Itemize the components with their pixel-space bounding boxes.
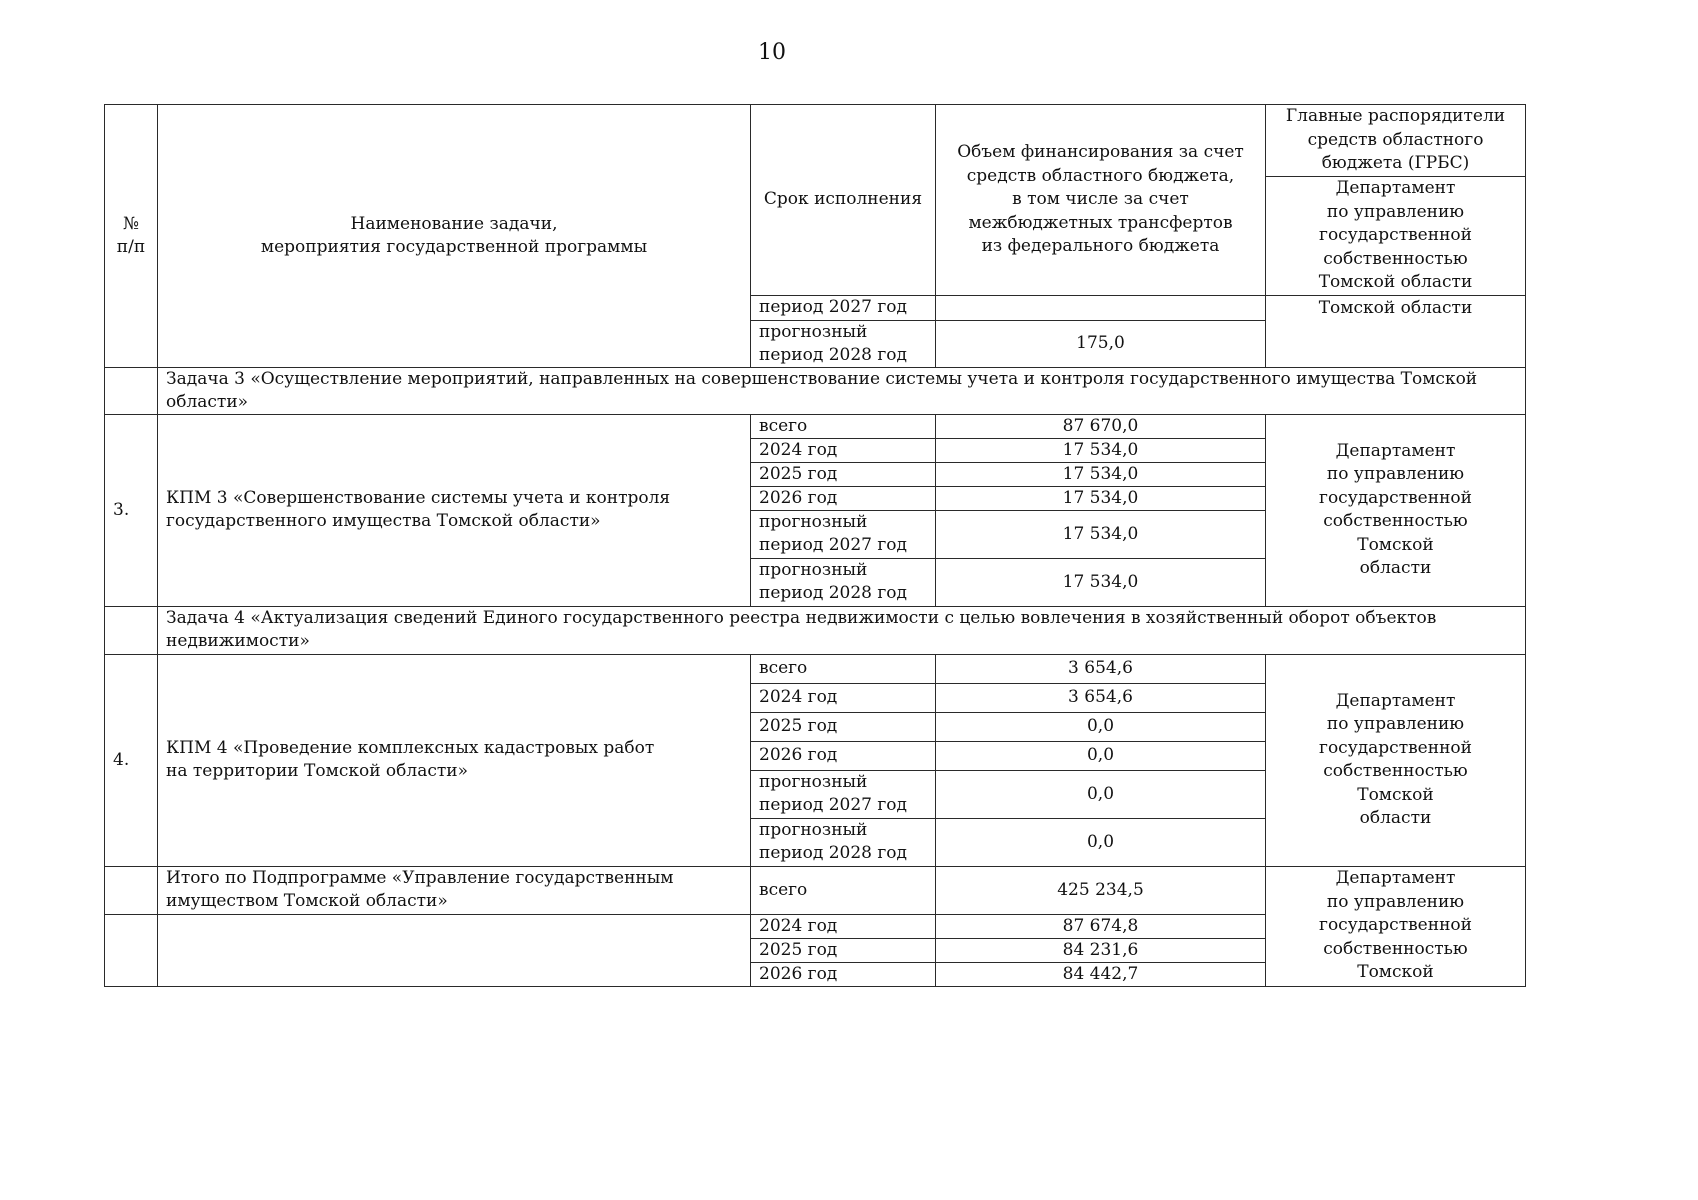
header-dept-line: государственной bbox=[1319, 225, 1472, 245]
task4-term: всего bbox=[751, 654, 936, 683]
total-term: 2025 год bbox=[751, 938, 936, 962]
task3-term bbox=[751, 558, 936, 606]
task3-name bbox=[158, 414, 751, 606]
grbs-line: Департамент bbox=[1335, 440, 1456, 461]
term-line: прогнозный bbox=[759, 512, 868, 532]
task3-value: 87 670,0 bbox=[936, 414, 1266, 438]
header-financing-line: из федерального бюджета bbox=[981, 236, 1220, 256]
grbs-line: Томской bbox=[1357, 784, 1434, 805]
header-term: Срок исполнения bbox=[751, 105, 936, 296]
total-term: всего bbox=[751, 866, 936, 914]
header-financing-line: средств областного бюджета, bbox=[966, 165, 1235, 186]
grbs-line: Департамент bbox=[1335, 868, 1456, 889]
term-line: период 2027 год bbox=[759, 795, 907, 815]
task4-grbs bbox=[1266, 654, 1526, 866]
term-line: прогнозный bbox=[759, 820, 868, 840]
carry-value bbox=[936, 295, 1266, 320]
header-financing-line: межбюджетных трансфертов bbox=[968, 212, 1233, 233]
header-dept-line: по управлению bbox=[1326, 201, 1465, 222]
task4-value: 3 654,6 bbox=[936, 654, 1266, 683]
total-name-line: Итого по Подпрограмме «Управление государственным bbox=[166, 868, 674, 888]
carry-grbs: Томской области bbox=[1266, 295, 1526, 367]
header-grbs bbox=[1266, 105, 1526, 177]
term-line: прогнозный bbox=[759, 772, 868, 792]
task3-name-line: КПМ 3 «Совершенствование системы учета и контроля bbox=[166, 488, 671, 508]
grbs-line: по управлению bbox=[1326, 714, 1465, 734]
carry-term: период 2027 год bbox=[751, 295, 936, 320]
total-value: 425 234,5 bbox=[936, 866, 1266, 914]
term-line: прогнозный bbox=[759, 560, 868, 580]
page-number: 10 bbox=[758, 40, 786, 65]
term-line: период 2028 год bbox=[759, 843, 907, 863]
grbs-line: собственностью bbox=[1323, 761, 1468, 781]
task3-value: 17 534,0 bbox=[936, 462, 1266, 486]
term-line: прогнозный bbox=[759, 321, 868, 342]
header-name bbox=[158, 105, 751, 368]
header-grbs-line: Главные распорядители bbox=[1285, 106, 1506, 127]
task3-name-line: государственного имущества Томской области» bbox=[166, 511, 601, 531]
grbs-line: области bbox=[1359, 808, 1432, 828]
task4-value: 0,0 bbox=[936, 770, 1266, 818]
task4-term: 2024 год bbox=[751, 683, 936, 712]
task4-num: 4. bbox=[105, 654, 158, 866]
task3-value: 17 534,0 bbox=[936, 438, 1266, 462]
task3-title: Задача 3 «Осуществление мероприятий, направленных на совершенствование системы учета и контроля государственного имущества Томской области» bbox=[158, 367, 1526, 414]
task4-value: 0,0 bbox=[936, 712, 1266, 741]
total-value: 84 442,7 bbox=[936, 962, 1266, 986]
carry-term bbox=[751, 320, 936, 367]
grbs-line: Департамент bbox=[1335, 690, 1456, 711]
header-name-line: мероприятия государственной программы bbox=[260, 236, 648, 257]
grbs-line: государственной bbox=[1319, 487, 1472, 508]
header-financing-line: Объем финансирования за счет bbox=[957, 142, 1244, 162]
grbs-line: государственной bbox=[1319, 737, 1472, 758]
task3-num-empty bbox=[105, 367, 158, 414]
header-grbs-line: средств областного bbox=[1307, 129, 1484, 150]
header-dept-line: Департамент bbox=[1335, 178, 1456, 198]
task3-grbs bbox=[1266, 414, 1526, 606]
task4-num-empty bbox=[105, 606, 158, 654]
task4-term: 2025 год bbox=[751, 712, 936, 741]
term-line: период 2027 год bbox=[759, 535, 907, 555]
total-num-empty bbox=[105, 866, 158, 914]
task3-num: 3. bbox=[105, 414, 158, 606]
grbs-line: Томской bbox=[1357, 962, 1434, 983]
task4-name-line: КПМ 4 «Проведение комплексных кадастровых работ bbox=[166, 738, 655, 758]
task4-value: 3 654,6 bbox=[936, 683, 1266, 712]
task3-term: 2024 год bbox=[751, 438, 936, 462]
grbs-line: государственной bbox=[1319, 915, 1472, 936]
total-grbs bbox=[1266, 866, 1526, 986]
total-name-line: имуществом Томской области» bbox=[166, 891, 448, 911]
term-line: период 2028 год bbox=[759, 583, 907, 603]
total-value: 87 674,8 bbox=[936, 914, 1266, 938]
header-financing-line: в том числе за счет bbox=[1012, 189, 1189, 209]
task3-term: 2025 год bbox=[751, 462, 936, 486]
task4-title-line: недвижимости» bbox=[166, 631, 310, 651]
task4-title bbox=[158, 606, 1526, 654]
total-term: 2026 год bbox=[751, 962, 936, 986]
task4-term bbox=[751, 818, 936, 866]
task4-title-line: Задача 4 «Актуализация сведений Единого государственного реестра недвижимости с целью вовлечения в хозяйственный оборот объектов bbox=[166, 608, 1437, 628]
header-num-line: № bbox=[122, 213, 140, 234]
task3-value: 17 534,0 bbox=[936, 558, 1266, 606]
header-dept-line: собственностью bbox=[1323, 248, 1468, 269]
task3-value: 17 534,0 bbox=[936, 510, 1266, 558]
total-term: 2024 год bbox=[751, 914, 936, 938]
grbs-line: собственностью bbox=[1323, 511, 1468, 531]
grbs-line: Томской bbox=[1357, 534, 1434, 555]
header-num bbox=[105, 105, 158, 368]
grbs-line: по управлению bbox=[1326, 891, 1465, 912]
header-dept bbox=[1266, 177, 1526, 296]
total-value: 84 231,6 bbox=[936, 938, 1266, 962]
task4-value: 0,0 bbox=[936, 818, 1266, 866]
header-grbs-line: бюджета (ГРБС) bbox=[1321, 153, 1470, 174]
task4-term bbox=[751, 770, 936, 818]
header-financing bbox=[936, 105, 1266, 296]
task3-term: 2026 год bbox=[751, 486, 936, 510]
task4-term: 2026 год bbox=[751, 741, 936, 770]
task3-term bbox=[751, 510, 936, 558]
term-line: период 2028 год bbox=[759, 344, 907, 365]
task4-name-line: на территории Томской области» bbox=[166, 761, 468, 781]
total-name-empty bbox=[158, 914, 751, 986]
grbs-line: области bbox=[1359, 558, 1432, 578]
header-name-line: Наименование задачи, bbox=[350, 213, 558, 234]
header-dept-line: Томской области bbox=[1318, 272, 1473, 292]
grbs-line: по управлению bbox=[1326, 464, 1465, 484]
total-name bbox=[158, 866, 751, 914]
header-num-line: п/п bbox=[116, 236, 146, 257]
task4-value: 0,0 bbox=[936, 741, 1266, 770]
task3-term: всего bbox=[751, 414, 936, 438]
task4-name bbox=[158, 654, 751, 866]
total-num-empty bbox=[105, 914, 158, 986]
grbs-line: собственностью bbox=[1323, 938, 1468, 959]
carry-value: 175,0 bbox=[936, 320, 1266, 367]
program-table bbox=[104, 104, 1526, 987]
task3-value: 17 534,0 bbox=[936, 486, 1266, 510]
